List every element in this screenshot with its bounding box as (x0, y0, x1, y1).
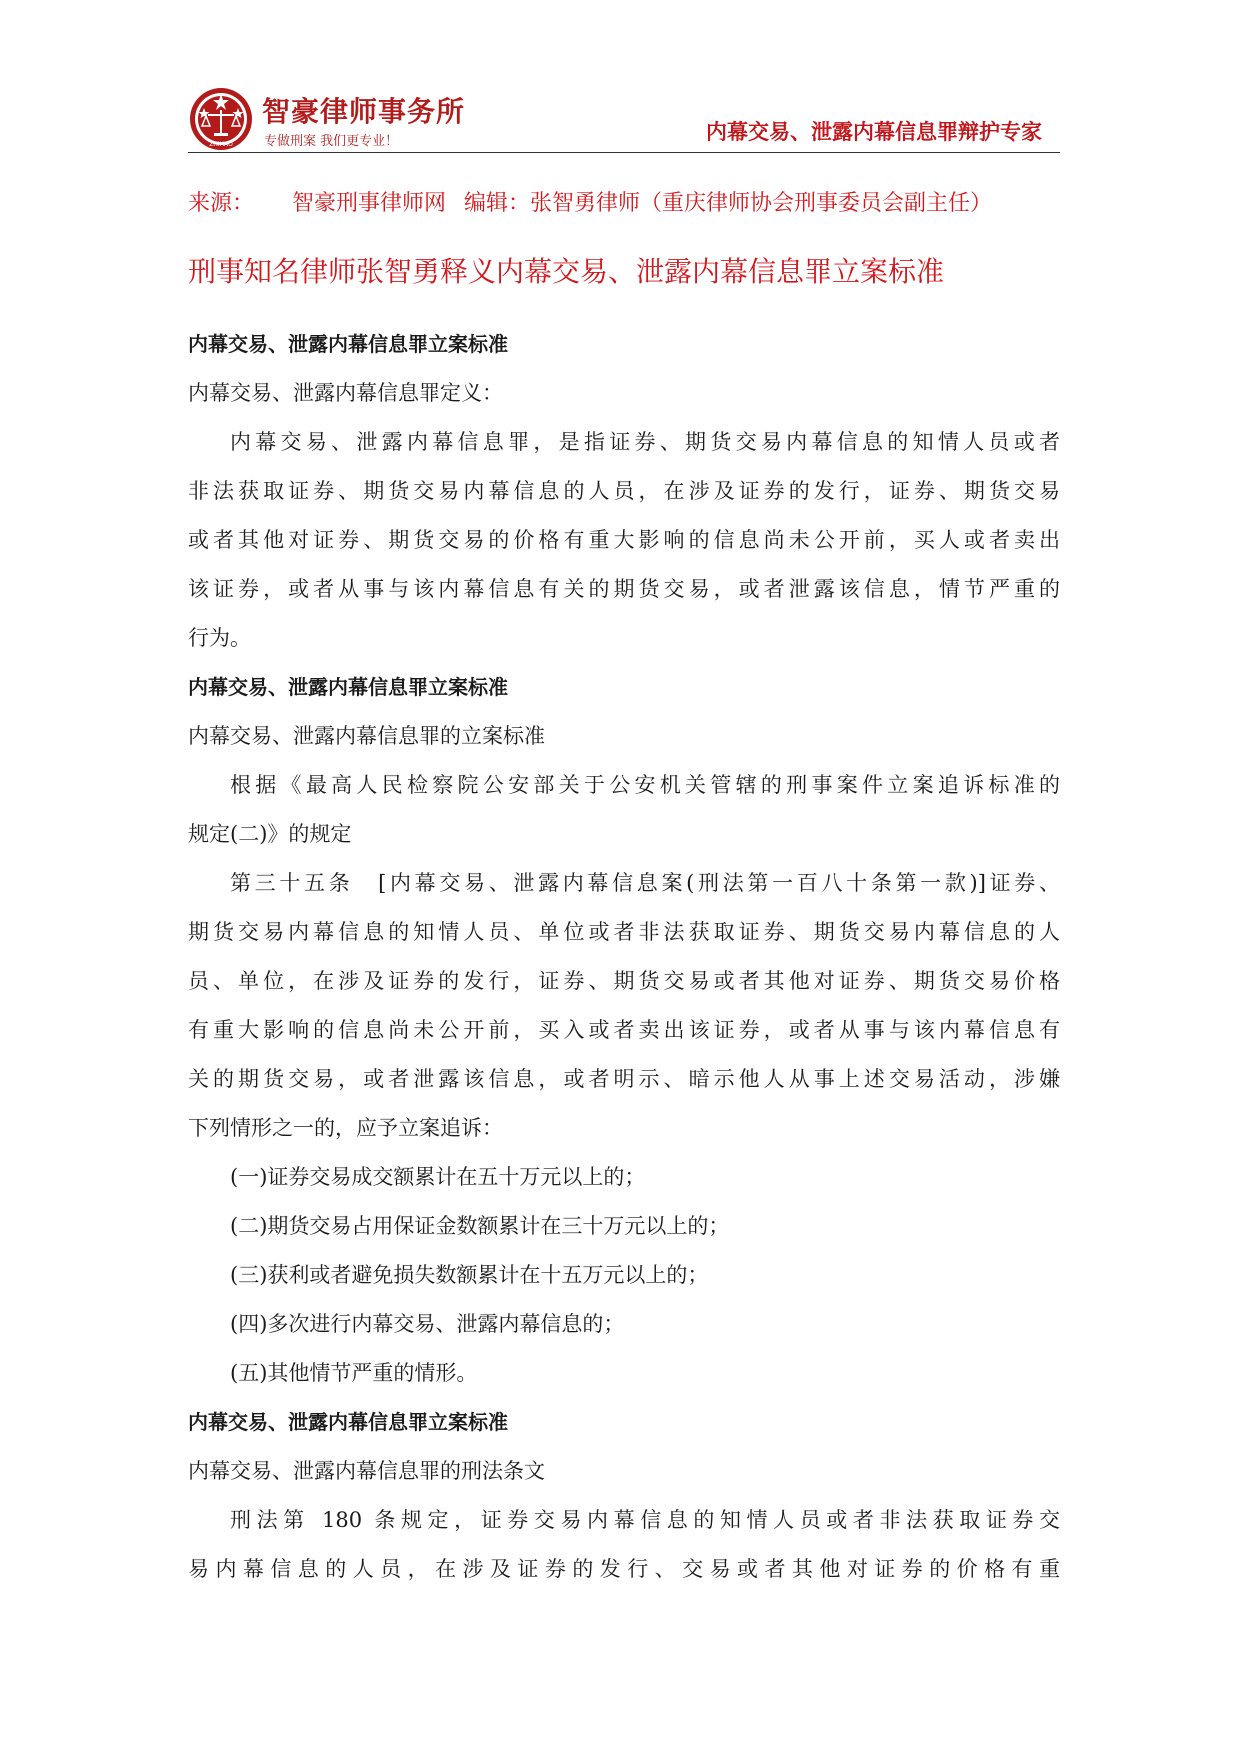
body-line: 期货交易内幕信息的知情人员、单位或者非法获取证券、期货交易内幕信息的人 (188, 920, 1060, 944)
seal-text: ZHIHAO (209, 141, 233, 148)
body-line: 易内幕信息的人员，在涉及证券的发行、交易或者其他对证券的价格有重 (188, 1557, 1060, 1581)
source-label: 来源： (188, 191, 255, 216)
source-line (188, 186, 992, 217)
body-line: 员、单位，在涉及证券的发行，证券、期货交易或者其他对证券、期货交易价格 (188, 969, 1060, 993)
document-title: 刑事知名律师张智勇释义内幕交易、泄露内幕信息罪立案标准 (188, 255, 945, 288)
body-line: 规定(二)》的规定 (188, 822, 352, 846)
firm-name: 智豪律师事务所 (262, 95, 466, 128)
body-line: (三)获利或者避免损失数额累计在十五万元以上的； (230, 1263, 709, 1287)
editor-credit: 编辑：张智勇律师（重庆律师协会刑事委员会副主任） (464, 191, 993, 216)
body-line: (一)证券交易成交额累计在五十万元以上的； (230, 1165, 646, 1189)
body-line: 内幕交易、泄露内幕信息罪，是指证券、期货交易内幕信息的知情人员或者 (230, 430, 1060, 454)
body-line: 内幕交易、泄露内幕信息罪的立案标准 (188, 724, 545, 748)
body-line: (五)其他情节严重的情形。 (230, 1361, 478, 1385)
scales-of-justice-seal-icon (188, 86, 254, 152)
header-tagline: 内幕交易、泄露内幕信息罪辩护专家 (706, 120, 1042, 144)
body-line: 下列情形之一的，应予立案追诉： (188, 1116, 503, 1140)
firm-slogan: 专做刑案 我们更专业！ (264, 134, 399, 149)
page-header (188, 80, 1060, 150)
document-body (188, 320, 1060, 1594)
section-heading: 内幕交易、泄露内幕信息罪立案标准 (188, 675, 508, 699)
body-line: 关的期货交易，或者泄露该信息，或者明示、暗示他人从事上述交易活动，涉嫌 (188, 1067, 1060, 1091)
header-divider (188, 152, 1060, 153)
body-line: 非法获取证券、期货交易内幕信息的人员，在涉及证券的发行，证券、期货交易 (188, 479, 1060, 503)
body-line: 内幕交易、泄露内幕信息罪定义： (188, 381, 503, 405)
body-line: 行为。 (188, 626, 251, 650)
body-line: 第三十五条 [内幕交易、泄露内幕信息案(刑法第一百八十条第一款)]证券、 (230, 871, 1060, 895)
body-line: 根据《最高人民检察院公安部关于公安机关管辖的刑事案件立案追诉标准的 (230, 773, 1060, 797)
body-line: (二)期货交易占用保证金数额累计在三十万元以上的； (230, 1214, 730, 1238)
section-heading: 内幕交易、泄露内幕信息罪立案标准 (188, 1410, 508, 1434)
source-value: 智豪刑事律师网 (292, 191, 447, 216)
section-heading: 内幕交易、泄露内幕信息罪立案标准 (188, 332, 508, 356)
body-line: 内幕交易、泄露内幕信息罪的刑法条文 (188, 1459, 545, 1483)
body-line: 刑法第 180 条规定，证券交易内幕信息的知情人员或者非法获取证券交 (230, 1508, 1060, 1532)
body-line: 有重大影响的信息尚未公开前，买入或者卖出该证券，或者从事与该内幕信息有 (188, 1018, 1060, 1042)
body-line: (四)多次进行内幕交易、泄露内幕信息的； (230, 1312, 625, 1336)
body-line: 或者其他对证券、期货交易的价格有重大影响的信息尚未公开前，买人或者卖出 (188, 528, 1060, 552)
body-line: 该证券，或者从事与该内幕信息有关的期货交易，或者泄露该信息，情节严重的 (188, 577, 1060, 601)
